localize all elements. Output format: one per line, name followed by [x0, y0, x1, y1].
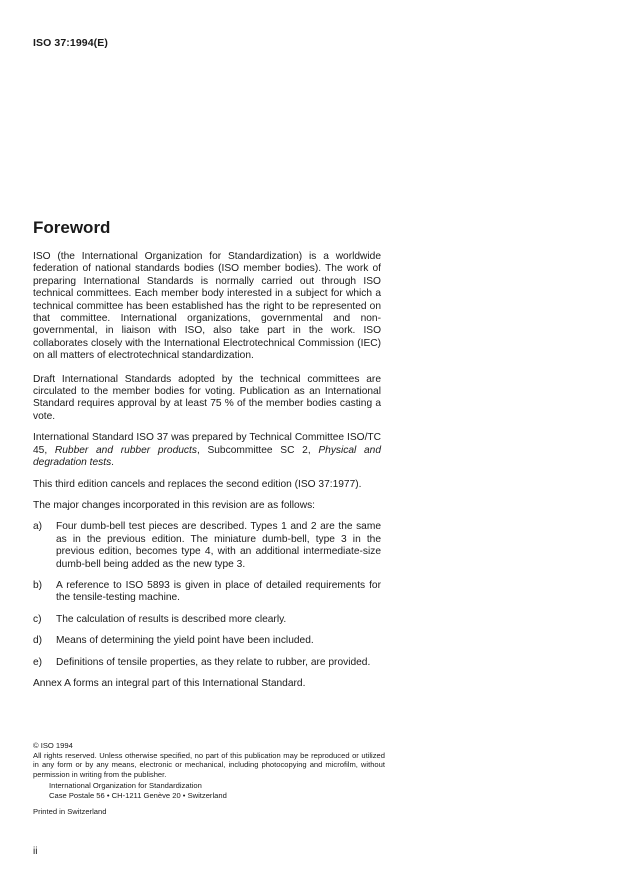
page-title: Foreword — [33, 218, 111, 237]
list-item — [33, 521, 381, 571]
subcommittee-title: Physical and degradation tests — [33, 444, 381, 469]
org-address-block — [33, 781, 385, 800]
list-marker: c) — [33, 613, 42, 625]
list-item — [33, 657, 381, 669]
document-id: ISO 37:1994(E) — [33, 37, 108, 49]
paragraph-annex: Annex A forms an integral part of this International Standard. — [33, 677, 306, 689]
list-item-text: Means of determining the yield point have been included. — [56, 635, 314, 647]
prepared-by-text: International Standard ISO 37 was prepared by Technical Committee ISO/TC 45, — [33, 432, 381, 456]
list-marker: b) — [33, 579, 43, 591]
list-marker: d) — [33, 635, 43, 647]
page-number: ii — [33, 846, 38, 857]
copyright-footer — [33, 741, 385, 816]
org-name: International Organization for Standardization — [49, 781, 202, 791]
list-item-text: A reference to ISO 5893 is given in place of detailed requirements for the tensile-testing machine. — [56, 579, 381, 604]
org-address: Case Postale 56 • CH-1211 Genève 20 • Switzerland — [49, 790, 227, 800]
changes-list — [33, 521, 381, 669]
list-marker: e) — [33, 656, 43, 668]
prepared-by-end: . — [111, 457, 115, 469]
paragraph-edition: This third edition cancels and replaces the second edition (ISO 37:1977). — [33, 478, 362, 490]
list-item-text: Definitions of tensile properties, as they relate to rubber, are provided. — [56, 656, 371, 668]
committee-title: Rubber and rubber products — [54, 444, 197, 456]
paragraph-changes-intro: The major changes incorporated in this revision are as follows: — [33, 499, 315, 511]
paragraph-draft-standards: Draft International Standards adopted by the technical committees are circulated to the member bodies for voting. Publication as an International Standard requires approval by at least 75 % of the member bodies casting a vote. — [33, 373, 381, 422]
list-item — [33, 614, 381, 626]
list-item-text: The calculation of results is described more clearly. — [56, 613, 287, 625]
paragraph-prepared-by — [33, 432, 381, 469]
list-item — [33, 580, 381, 605]
list-marker: a) — [33, 521, 43, 533]
list-item-text: Four dumb-bell test pieces are described. Types 1 and 2 are the same as in the previous edition. The miniature dumb-bell, type 3 in the previous edition, becomes type 4, with an additional intermediate-size dumb-bell being added as the new type 3. — [56, 521, 381, 570]
copyright-line: © ISO 1994 — [33, 741, 73, 750]
printed-in: Printed in Switzerland — [33, 806, 107, 816]
rights-statement: All rights reserved. Unless otherwise specified, no part of this publication may be reproduced or utilized in any form or by any means, electronic or mechanical, including photocopying and microfilm, without permission in writing from the publisher. — [33, 750, 385, 779]
subcommittee-text: , Subcommittee SC 2, — [196, 444, 319, 456]
foreword-body — [33, 251, 381, 699]
list-item — [33, 635, 381, 647]
paragraph-iso-intro: ISO (the International Organization for Standardization) is a worldwide federation of national standards bodies (ISO member bodies). The work of preparing International Standards is normally carried out through ISO technical committees. Each member body interested in a subject for which a technical committee has been established has the right to be represented on that committee. International organizations, governmental and non-governmental, in liaison with ISO, also take part in the work. ISO collaborates closely with the International Electrotechnical Commission (IEC) on all matters of electrotechnical standardization. — [33, 251, 381, 362]
